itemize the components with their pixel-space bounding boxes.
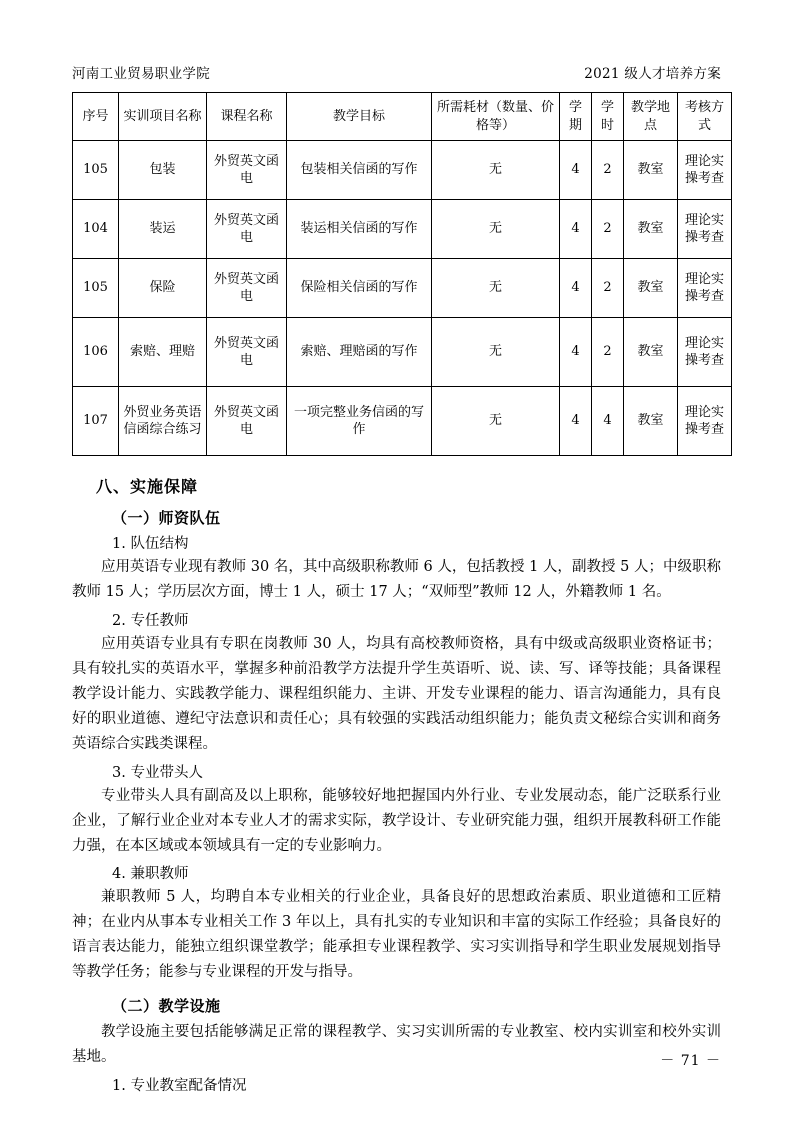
cell-place: 教室	[624, 318, 678, 387]
paragraph-full-time-teachers: 应用英语专业具有专职在岗教师 30 人，均具有高校教师资格，具有中级或高级职业资格证书；具有较扎实的英语水平，掌握多种前沿教学方法提升学生英语听、说、读、写、译等技能；具备课程教学设计能力、实践教学能力、课程组织能力、主讲、开发专业课程的能力、语言沟通能力，具有良好的职业道德、遵纪守法意识和责任心；具有较强的实践活动组织能力；能负责文秘综合实训和商务英语综合实践类课程。	[72, 635, 721, 752]
cell-term: 4	[560, 141, 592, 200]
table-header-row	[73, 93, 732, 141]
cell-place: 教室	[624, 259, 678, 318]
item-heading-part-time-teachers: 4. 兼职教师	[112, 866, 189, 883]
paragraph-program-leader: 专业带头人具有副高及以上职称，能够较好地把握国内外行业、专业发展动态，能广泛联系行业企业，了解行业企业对本专业人才的需求实际，教学设计、专业研究能力强，组织开展教科研工作能力强，在本区域或本领域具有一定的专业影响力。	[72, 787, 721, 854]
cell-material: 无	[432, 318, 560, 387]
table-row	[73, 318, 732, 387]
item-heading-program-leader: 3. 专业带头人	[112, 764, 203, 781]
column-header-assess: 考核方式	[678, 93, 732, 141]
item-heading-classroom-equipment: 1. 专业教室配备情况	[112, 1078, 247, 1095]
cell-goal: 装运相关信函的写作	[287, 200, 432, 259]
column-header-material: 所需耗材（数量、价格等）	[432, 93, 560, 141]
cell-item: 索赔、理赔	[119, 318, 207, 387]
cell-course: 外贸英文函电	[207, 141, 287, 200]
item-heading-team-structure: 1. 队伍结构	[112, 536, 189, 553]
column-header-course: 课程名称	[207, 93, 287, 141]
cell-material: 无	[432, 259, 560, 318]
cell-term: 4	[560, 259, 592, 318]
subsection-heading-facilities: （二）教学设施	[112, 997, 221, 1016]
column-header-goal: 教学目标	[287, 93, 432, 141]
cell-goal: 索赔、理赔函的写作	[287, 318, 432, 387]
cell-term: 4	[560, 387, 592, 456]
cell-item: 保险	[119, 259, 207, 318]
cell-assess: 理论实操考查	[678, 141, 732, 200]
cell-item: 外贸业务英语信函综合练习	[119, 387, 207, 456]
column-header-no: 序号	[73, 93, 119, 141]
cell-goal: 一项完整业务信函的写作	[287, 387, 432, 456]
section-heading: 八、实施保障	[96, 477, 199, 497]
cell-hours: 2	[592, 318, 624, 387]
column-header-hours: 学时	[592, 93, 624, 141]
header-document-title: 2021 级人才培养方案	[584, 66, 721, 82]
cell-hours: 4	[592, 387, 624, 456]
cell-goal: 保险相关信函的写作	[287, 259, 432, 318]
table-row	[73, 141, 732, 200]
cell-no: 105	[73, 259, 119, 318]
cell-course: 外贸英文函电	[207, 200, 287, 259]
page-number: － 71 －	[660, 1053, 721, 1069]
cell-course: 外贸英文函电	[207, 259, 287, 318]
cell-hours: 2	[592, 141, 624, 200]
running-header	[72, 62, 721, 82]
item-heading-full-time-teachers: 2. 专任教师	[112, 612, 189, 629]
cell-term: 4	[560, 200, 592, 259]
column-header-place: 教学地点	[624, 93, 678, 141]
cell-hours: 2	[592, 200, 624, 259]
cell-course: 外贸英文函电	[207, 387, 287, 456]
cell-assess: 理论实操考查	[678, 259, 732, 318]
table-row	[73, 259, 732, 318]
table-row	[73, 200, 732, 259]
header-institution: 河南工业贸易职业学院	[72, 66, 210, 82]
cell-item: 装运	[119, 200, 207, 259]
practical-training-table	[72, 92, 732, 456]
cell-course: 外贸英文函电	[207, 318, 287, 387]
column-header-term: 学期	[560, 93, 592, 141]
cell-material: 无	[432, 141, 560, 200]
cell-assess: 理论实操考查	[678, 387, 732, 456]
cell-place: 教室	[624, 200, 678, 259]
cell-no: 106	[73, 318, 119, 387]
paragraph-part-time-teachers: 兼职教师 5 人，均聘自本专业相关的行业企业，具备良好的思想政治素质、职业道德和工匠精神；在业内从事本专业相关工作 3 年以上，具有扎实的专业知识和丰富的实际工作经验；具备良好的语言表达能力，能独立组织课堂教学；能承担专业课程教学、实习实训指导和学生职业发展规划指导等教学任务；能参与专业课程的开发与指导。	[72, 889, 721, 981]
paragraph-facilities: 教学设施主要包括能够满足正常的课程教学、实习实训所需的专业教室、校内实训室和校外实训基地。	[72, 1024, 721, 1066]
cell-assess: 理论实操考查	[678, 200, 732, 259]
cell-no: 105	[73, 141, 119, 200]
cell-term: 4	[560, 318, 592, 387]
cell-material: 无	[432, 387, 560, 456]
cell-place: 教室	[624, 387, 678, 456]
subsection-heading-faculty: （一）师资队伍	[112, 509, 221, 528]
cell-material: 无	[432, 200, 560, 259]
paragraph-team-structure: 应用英语专业现有教师 30 名，其中高级职称教师 6 人，包括教授 1 人，副教授 5 人；中级职称教师 15 人；学历层次方面，博士 1 人，硕士 17 人；“双师型”教师 12 人，外籍教师 1 名。	[72, 559, 721, 601]
cell-goal: 包装相关信函的写作	[287, 141, 432, 200]
cell-no: 104	[73, 200, 119, 259]
cell-no: 107	[73, 387, 119, 456]
cell-hours: 2	[592, 259, 624, 318]
table-row	[73, 387, 732, 456]
cell-assess: 理论实操考查	[678, 318, 732, 387]
column-header-item: 实训项目名称	[119, 93, 207, 141]
cell-place: 教室	[624, 141, 678, 200]
cell-item: 包装	[119, 141, 207, 200]
